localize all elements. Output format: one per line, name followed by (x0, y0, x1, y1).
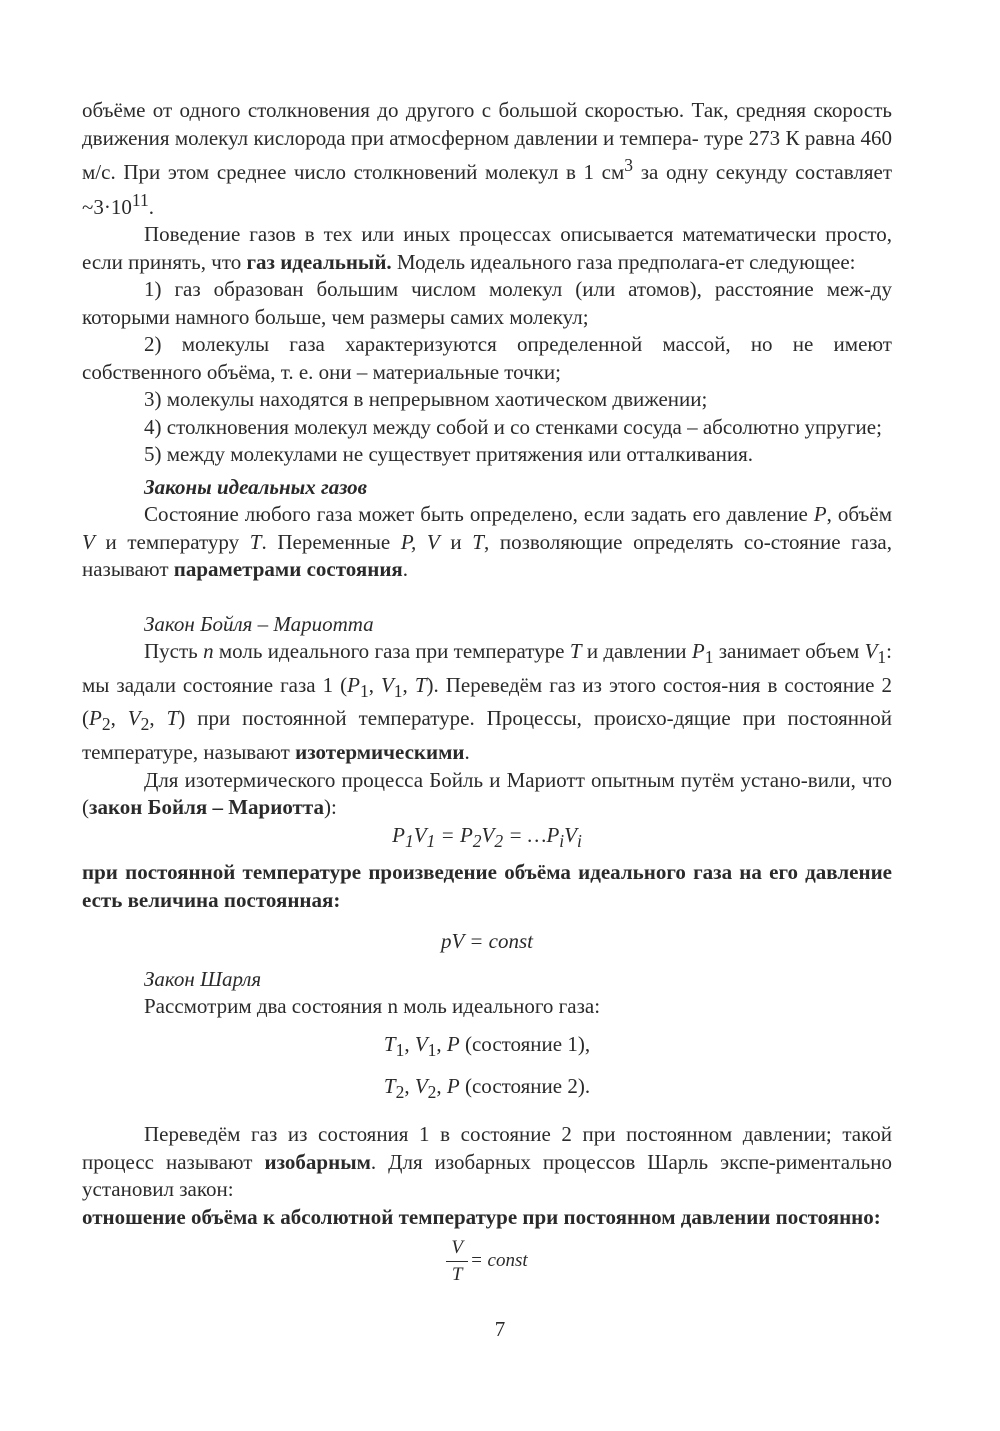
intro-paragraph: объёме от одного столкновения до другого с большой скоростью. Так, средняя скорость движения молекул кислорода при атмосферном давлении и темпера- туре 273 К равна 460 м/с. При этом среднее число столкновений молекул в 1 $см^3$ за одну секунду составляет $\sim 3\cdot 10^{11}$. (82, 98, 893, 219)
charles-formula: $\frac{V}{T}$ = const (82, 1235, 892, 1288)
list-item: 1) газ образован большим числом молекул (или атомов), расстояние меж-ду которыми намного больше, чем размеры самих молекул; (82, 277, 892, 329)
state-parameters-paragraph: Состояние любого газа может быть определено, если задать его давление P, объём V и температуру T. Переменные P, V и T, позволяющие определять со-стояние газа, называют параметрами состояния. (82, 502, 892, 581)
section-heading-laws: Законы идеальных газов (144, 474, 368, 499)
boyle-statement: при постоянной температуре произведение объёма идеального газа на его давление есть величина постоянная: (82, 860, 892, 912)
charles-paragraph-1: Рассмотрим два состояния n моль идеального газа: (144, 994, 601, 1019)
section-heading-boyle: Закон Бойля – Мариотта (144, 611, 374, 636)
charles-state-1: $T_1$, $V_1$, P (состояние 1), (383, 1031, 591, 1060)
page-number: 7 (494, 1317, 506, 1341)
boyle-paragraph-2: Для изотермического процесса Бойль и Мариотт опытным путём устано-вили, что (закон Бойля – Мариотта): (82, 767, 892, 820)
ideal-gas-paragraph: Поведение газов в тех или иных процессах описывается математически просто, если принять, что газ идеальный. Модель идеального газа предполага-ет следующее: (82, 222, 892, 274)
list-item: 3) молекулы находятся в непрерывном хаотическом движении; (144, 387, 708, 411)
list-item: 4) столкновения молекул между собой и со стенками сосуда – абсолютно упругие; (144, 414, 882, 439)
list-item: 5) между молекулами не существует притяжения или отталкивания. (144, 442, 753, 466)
page-content (82, 97, 892, 1288)
charles-statement: отношение объёма к абсолютной температуре при постоянном давлении постоянно: (82, 1204, 881, 1229)
boyle-const-formula: pV = const (441, 929, 533, 954)
section-heading-charles: Закон Шарля (144, 966, 262, 991)
list-item: 2) молекулы газа характеризуются определенной массой, но не имеют собственного объёма, т. е. они – материальные точки; (82, 332, 892, 384)
boyle-formula: $P_1V_1 = P_2V_2$ = $\dots P_iV_i$ (392, 822, 582, 851)
charles-state-2: $T_2$, $V_2$, P (состояние 2). (383, 1074, 591, 1103)
fraction: $\frac{V}{T}$ (446, 1235, 468, 1288)
boyle-paragraph-1: Пусть n моль идеального газа при температуре T и давлении $P_1$ занимает объем $V_1$: мы задали состояние газа 1 ($P_1$, $V_1$, T). Переведём газ из этого состоя-ния в состояние 2 ($P_2$, $V_2$, T) при постоянной температуре. Процессы, происхо-дящие при постоянной температуре, называют изотермическими. (82, 639, 893, 765)
charles-paragraph-2: Переведём газ из состояния 1 в состояние 2 при постоянном давлении; такой процесс называют изобарным. Для изобарных процессов Шарль экспе-риментально установил закон: (82, 1122, 892, 1202)
